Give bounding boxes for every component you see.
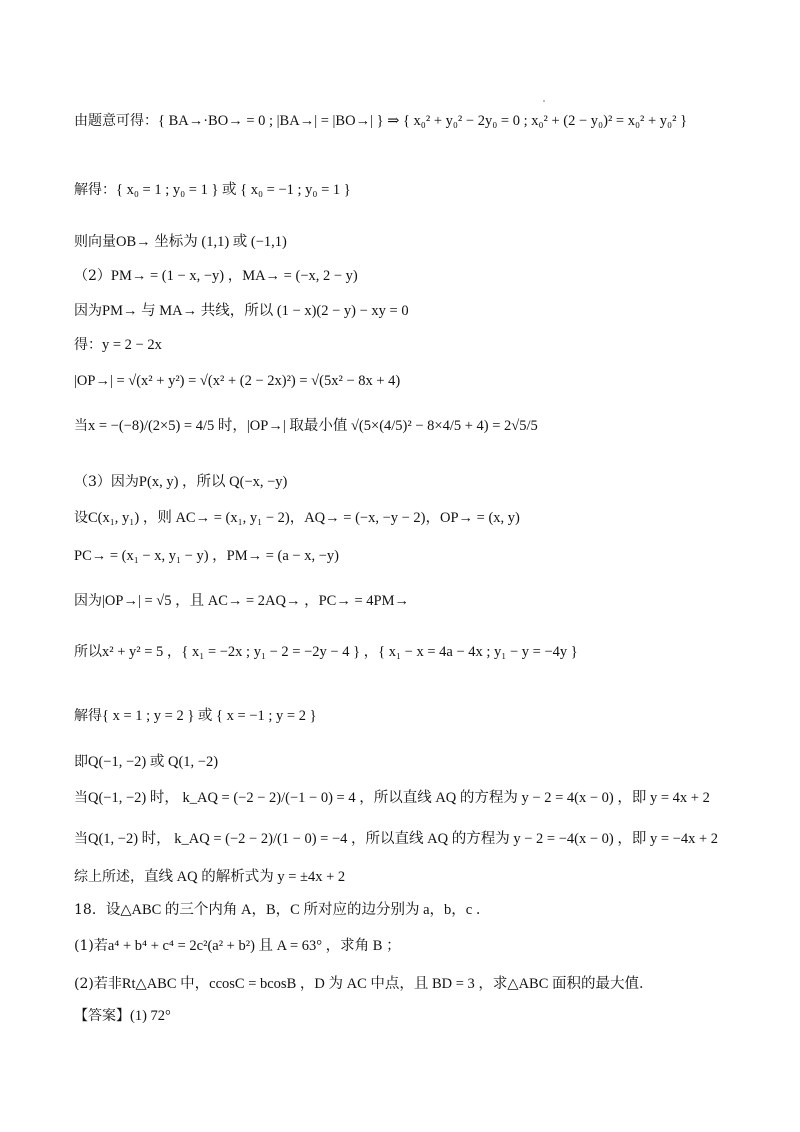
line-label: 解得： — [74, 182, 116, 198]
text-line-11 — [74, 546, 339, 566]
line-label: 当 — [74, 831, 88, 847]
line-label: （3）因为 — [74, 474, 139, 490]
line-label: 当 — [74, 790, 88, 806]
line-label: 则向量 — [74, 234, 116, 250]
line-math: 直线 AQ 的解析式为 y = ±4x + 2 — [144, 869, 346, 885]
text-line-16 — [74, 788, 710, 808]
line-math: 设△ABC 的三个内角 A，B，C 所对应的边分别为 a，b，c ． — [105, 902, 491, 918]
text-line-8 — [74, 416, 538, 436]
text-line-12 — [74, 591, 409, 611]
text-line-7 — [74, 371, 400, 391]
line-math: x² + y² = 5 ，{ x₁ = −2x ; y₁ − 2 = −2y − 4 } ，{ x₁ − x = 4a − 4x ; y₁ − y = −4y } — [102, 644, 578, 660]
line-math: { x₀ = 1 ; y₀ = 1 } 或 { x₀ = −1 ; y₀ = 1 } — [116, 182, 351, 198]
text-line-9 — [74, 472, 287, 492]
line-math: { BA→·BO→ = 0 ; |BA→| = |BO→| } ⇒ { x₀² + y₀² − 2y₀ = 0 ; x₀² + (2 − y₀)² = x₀² + y₀² } — [158, 113, 688, 129]
text-line-13 — [74, 642, 578, 662]
line-math: (1) 72° — [130, 1008, 171, 1024]
text-line-18 — [74, 867, 345, 887]
text-line-21 — [74, 974, 654, 994]
line-label: 因为 — [74, 593, 102, 609]
text-line-15 — [74, 752, 218, 772]
line-math: C(x₁, y₁) ，则 AC→ = (x₁, y₁ − 2)，AQ→ = (−x, −y − 2)，OP→ = (x, y) — [88, 510, 520, 526]
speck — [543, 100, 545, 102]
text-line-2 — [74, 180, 351, 200]
line-math: { x = 1 ; y = 2 } 或 { x = −1 ; y = 2 } — [102, 708, 317, 724]
line-label: 综上所述， — [74, 869, 144, 885]
line-math: P(x, y) ，所以 Q(−x, −y) — [138, 474, 288, 490]
line-label: 解得 — [74, 708, 102, 724]
line-math: OB→ 坐标为 (1,1) 或 (−1,1) — [116, 234, 287, 250]
line-math: Rt△ABC 中，ccosC = bcosB ，D 为 AC 中点，且 BD = 3 ，求△ABC 面积的最大值． — [121, 976, 654, 992]
line-label: 由题意可得： — [74, 113, 158, 129]
line-label: (1)若 — [74, 938, 108, 954]
line-math: PM→ = (1 − x, −y) ，MA→ = (−x, 2 − y) — [110, 268, 358, 284]
line-math: |OP→| = √(x² + y²) = √(x² + (2 − 2x)²) = √(5x² − 8x + 4) — [74, 373, 401, 389]
text-line-14 — [74, 706, 317, 726]
line-label: 18． — [74, 902, 106, 918]
text-line-20 — [74, 936, 401, 956]
line-math: a⁴ + b⁴ + c⁴ = 2c²(a² + b²) 且 A = 63° ，求角 B ； — [107, 938, 401, 954]
line-math: y = 2 − 2x — [102, 337, 162, 353]
text-line-19 — [74, 900, 490, 920]
line-label: （2） — [74, 268, 111, 284]
text-line-1 — [74, 111, 687, 131]
text-line-17 — [74, 829, 718, 849]
line-math: Q(1, −2) 时， k_AQ = (−2 − 2)/(1 − 0) = −4 ，所以直线 AQ 的方程为 y − 2 = −4(x − 0) ，即 y = −4x + 2 — [88, 831, 718, 847]
line-label: 设 — [74, 510, 88, 526]
line-math: Q(−1, −2) 或 Q(1, −2) — [88, 754, 219, 770]
line-math: PC→ = (x₁ − x, y₁ − y) ，PM→ = (a − x, −y) — [74, 548, 339, 564]
line-label: 因为 — [74, 303, 102, 319]
text-line-3 — [74, 232, 287, 252]
text-line-6 — [74, 335, 162, 355]
line-math: PM→ 与 MA→ 共线，所以 (1 − x)(2 − y) − xy = 0 — [102, 303, 409, 319]
text-line-5 — [74, 301, 409, 321]
line-math: |OP→| = √5 ，且 AC→ = 2AQ→ ，PC→ = 4PM→ — [102, 593, 409, 609]
line-label: 得： — [74, 337, 102, 353]
line-label: 当 — [74, 418, 88, 434]
line-label: 即 — [74, 754, 88, 770]
line-label: 【答案】 — [74, 1008, 130, 1024]
text-line-22 — [74, 1006, 171, 1026]
text-line-10 — [74, 508, 520, 528]
line-label: 所以 — [74, 644, 102, 660]
text-line-4 — [74, 266, 358, 286]
line-math: Q(−1, −2) 时， k_AQ = (−2 − 2)/(−1 − 0) = 4 ，所以直线 AQ 的方程为 y − 2 = 4(x − 0) ，即 y = 4x + 2 — [88, 790, 710, 806]
line-math: x = −(−8)/(2×5) = 4/5 时，|OP→| 取最小值 √(5×(4/5)² − 8×4/5 + 4) = 2√5/5 — [88, 418, 538, 434]
line-label: (2)若非 — [74, 976, 122, 992]
